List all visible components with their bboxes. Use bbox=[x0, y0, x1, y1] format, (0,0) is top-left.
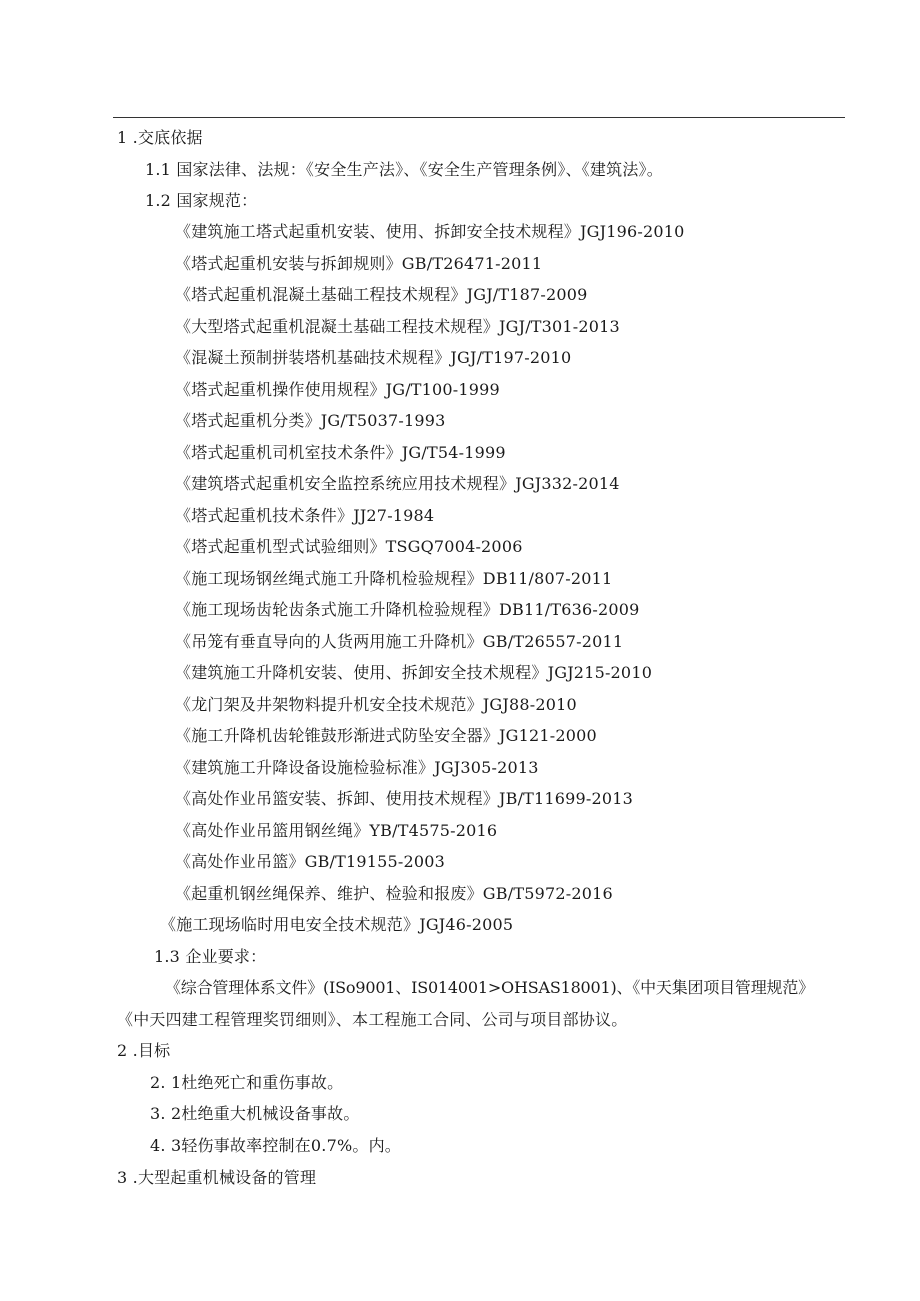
item-1-1-laws: 1.1 国家法律、法规：《安全生产法》、《安全生产管理条例》、《建筑法》。 bbox=[145, 160, 663, 179]
standard-item: 《塔式起重机分类》JG/T5037-1993 bbox=[175, 411, 446, 430]
goal-item: 3. 2杜绝重大机械设备事故。 bbox=[150, 1104, 360, 1123]
standard-item: 《吊笼有垂直导向的人货两用施工升降机》GB/T26557-2011 bbox=[175, 632, 624, 651]
section-3-heading: 3 .大型起重机械设备的管理 bbox=[117, 1168, 317, 1187]
standard-item: 《塔式起重机操作使用规程》JG/T100-1999 bbox=[175, 380, 500, 399]
standard-item: 《建筑施工塔式起重机安装、使用、拆卸安全技术规程》JGJ196-2010 bbox=[175, 222, 685, 241]
header-rule bbox=[113, 117, 845, 118]
standard-item: 《塔式起重机技术条件》JJ27-1984 bbox=[175, 506, 435, 525]
standard-item: 《高处作业吊篮安装、拆卸、使用技术规程》JB/T11699-2013 bbox=[175, 789, 634, 808]
standard-item: 《混凝土预制拼装塔机基础技术规程》JGJ/T197-2010 bbox=[175, 348, 572, 367]
goal-item: 4. 3轻伤事故率控制在0.7%。内。 bbox=[150, 1136, 401, 1155]
standard-item-extra: 《施工现场临时用电安全技术规范》JGJ46-2005 bbox=[160, 915, 514, 934]
standard-item: 《龙门架及井架物料提升机安全技术规范》JGJ88-2010 bbox=[175, 695, 577, 714]
standard-item: 《建筑施工升降设备设施检验标准》JGJ305-2013 bbox=[175, 758, 539, 777]
standard-item: 《起重机钢丝绳保养、维护、检验和报废》GB/T5972-2016 bbox=[175, 884, 613, 903]
section-1-heading: 1 .交底依据 bbox=[117, 128, 203, 147]
standard-item: 《高处作业吊篮用钢丝绳》YB/T4575-2016 bbox=[175, 821, 498, 840]
standard-item: 《高处作业吊篮》GB/T19155-2003 bbox=[175, 852, 446, 871]
standard-item: 《塔式起重机混凝土基础工程技术规程》JGJ/T187-2009 bbox=[175, 285, 588, 304]
enterprise-requirements-line-2: 《中天四建工程管理奖罚细则》、本工程施工合同、公司与项目部协议。 bbox=[117, 1010, 628, 1029]
item-1-2-heading: 1.2 国家规范： bbox=[145, 191, 258, 210]
standard-item: 《施工现场钢丝绳式施工升降机检验规程》DB11/807-2011 bbox=[175, 569, 613, 588]
section-2-heading: 2 .目标 bbox=[117, 1041, 171, 1060]
standard-item: 《大型塔式起重机混凝土基础工程技术规程》JGJ/T301-2013 bbox=[175, 317, 620, 336]
standard-item: 《施工升降机齿轮锥鼓形渐进式防坠安全器》JG121-2000 bbox=[175, 726, 597, 745]
standard-item: 《施工现场齿轮齿条式施工升降机检验规程》DB11/T636-2009 bbox=[175, 600, 640, 619]
standard-item: 《塔式起重机型式试验细则》TSGQ7004-2006 bbox=[175, 537, 523, 556]
standard-item: 《建筑施工升降机安装、使用、拆卸安全技术规程》JGJ215-2010 bbox=[175, 663, 653, 682]
item-1-3-heading: 1.3 企业要求： bbox=[154, 947, 267, 966]
standard-item: 《建筑塔式起重机安全监控系统应用技术规程》JGJ332-2014 bbox=[175, 474, 620, 493]
enterprise-requirements-line-1: 《综合管理体系文件》(ISo9001、IS014001>OHSAS18001)、《中天集团项目管理规范》 bbox=[165, 978, 814, 997]
goal-item: 2. 1杜绝死亡和重伤事故。 bbox=[150, 1073, 344, 1092]
standard-item: 《塔式起重机安装与拆卸规则》GB/T26471-2011 bbox=[175, 254, 543, 273]
standard-item: 《塔式起重机司机室技术条件》JG/T54-1999 bbox=[175, 443, 506, 462]
